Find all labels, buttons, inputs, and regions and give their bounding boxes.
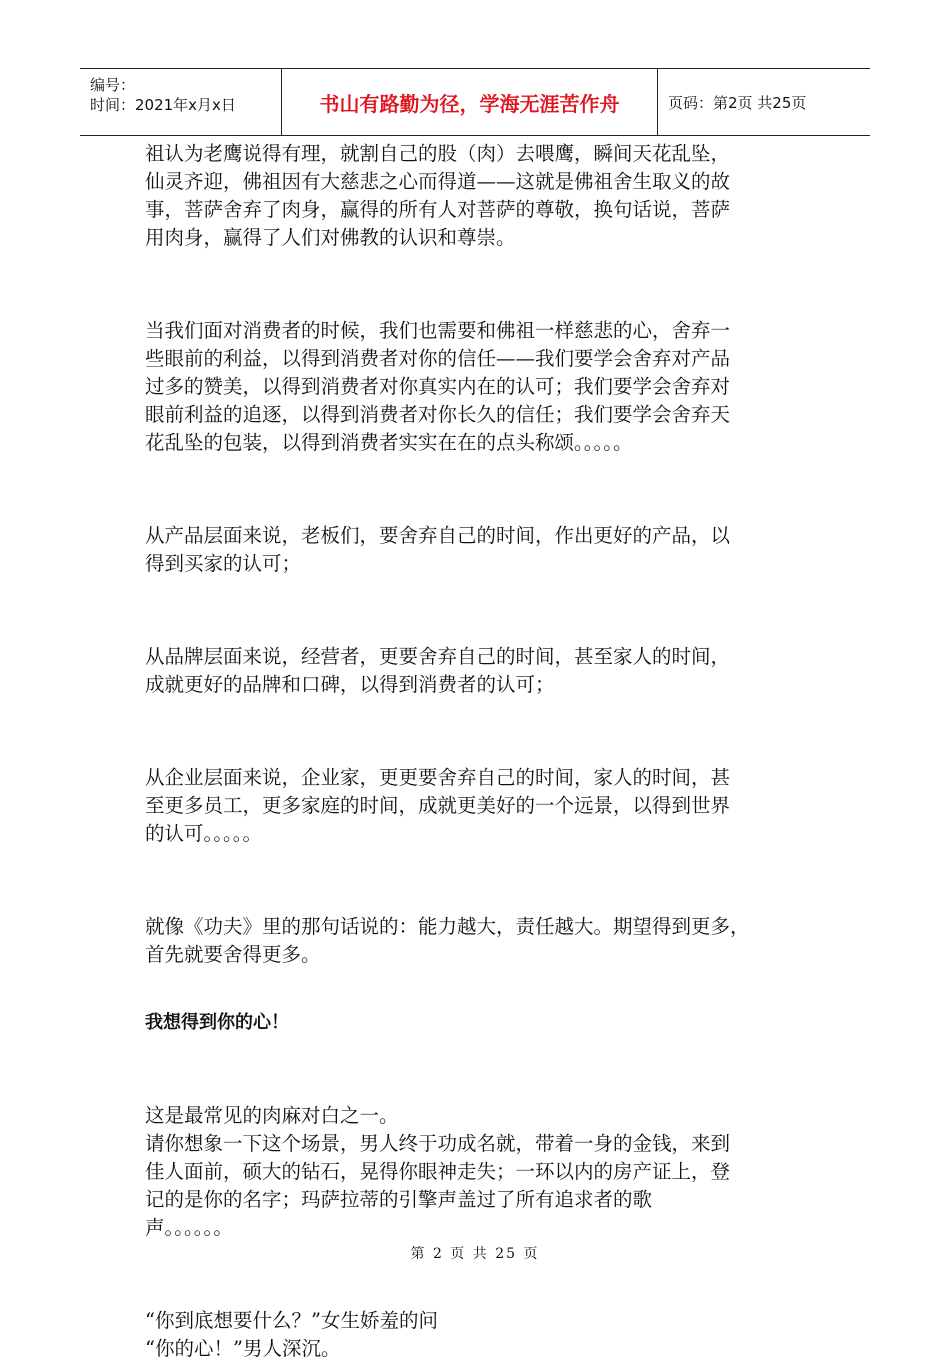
text-line: 请你想象一下这个场景，男人终于功成名就，带着一身的金钱，来到	[145, 1132, 731, 1155]
paragraph-4	[145, 643, 805, 699]
header-meta	[80, 69, 282, 135]
text-line: 些眼前的利益，以得到消费者对你的信任——我们要学会舍弃对产品	[145, 347, 731, 370]
text-line: 从品牌层面来说，经营者，更要舍弃自己的时间，甚至家人的时间，	[145, 645, 731, 668]
text-line: 从企业层面来说，企业家，更更要舍弃自己的时间，家人的时间，甚	[145, 766, 731, 789]
paragraph-3	[145, 522, 805, 578]
text-line: 事，菩萨舍弃了肉身，赢得的所有人对菩萨的尊敬，换句话说，菩萨	[145, 198, 731, 221]
page-footer: 第 2 页 共 25 页	[410, 1246, 540, 1262]
paragraph-8	[145, 1307, 805, 1363]
text-line: 祖认为老鹰说得有理，就割自己的股（肉）去喂鹰，瞬间天花乱坠，	[145, 142, 731, 165]
text-line: 这是最常见的肉麻对白之一。	[145, 1104, 399, 1127]
text-line: 从产品层面来说，老板们，要舍弃自己的时间，作出更好的产品，以	[145, 524, 731, 547]
text-line: 佳人面前，硕大的钻石，晃得你眼神走失；一环以内的房产证上，登	[145, 1160, 731, 1183]
header-page-info: 页码：第2页 共25页	[668, 93, 807, 112]
paragraph-5	[145, 764, 805, 848]
text-line: 首先就要舍得更多。	[145, 943, 321, 966]
text-line: 就像《功夫》里的那句话说的：能力越大，责任越大。期望得到更多，	[145, 915, 750, 938]
date-label: 时间：2021年x月x日	[90, 96, 236, 114]
text-line: 眼前利益的追逐，以得到消费者对你长久的信任；我们要学会舍弃天	[145, 403, 731, 426]
page-header	[80, 68, 870, 136]
text-line: “你到底想要什么？”女生娇羞的问	[145, 1309, 438, 1332]
paragraph-2	[145, 317, 805, 457]
text-line: 花乱坠的包装，以得到消费者实实在在的点头称颂。。。。。	[145, 431, 633, 454]
text-line: 至更多员工，更多家庭的时间，成就更美好的一个远景，以得到世界	[145, 794, 731, 817]
text-line: 成就更好的品牌和口碑，以得到消费者的认可；	[145, 673, 555, 696]
paragraph-7	[145, 1102, 805, 1242]
text-line: 过多的赞美，以得到消费者对你真实内在的认可；我们要学会舍弃对	[145, 375, 731, 398]
text-line: “你的心！”男人深沉。	[145, 1337, 341, 1360]
document-body	[145, 140, 805, 1363]
paragraph-6	[145, 913, 805, 969]
paragraph-1	[145, 140, 805, 252]
text-line: 仙灵齐迎，佛祖因有大慈悲之心而得道——这就是佛祖舍生取义的故	[145, 170, 731, 193]
text-line: 记的是你的名字；玛萨拉蒂的引擎声盖过了所有追求者的歌	[145, 1188, 653, 1211]
text-line: 当我们面对消费者的时候，我们也需要和佛祖一样慈悲的心，舍弃一	[145, 319, 731, 342]
section-heading: 我想得到你的心！	[145, 1012, 289, 1033]
text-line: 得到买家的认可；	[145, 552, 302, 575]
serial-number-label: 编号：	[90, 76, 136, 94]
text-line: 的认可。。。。。	[145, 822, 263, 845]
header-motto: 书山有路勤为径，学海无涯苦作舟	[282, 69, 658, 135]
text-line: 用肉身，赢得了人们对佛教的认识和尊崇。	[145, 226, 516, 249]
text-line: 声。。。。。。	[145, 1216, 233, 1239]
